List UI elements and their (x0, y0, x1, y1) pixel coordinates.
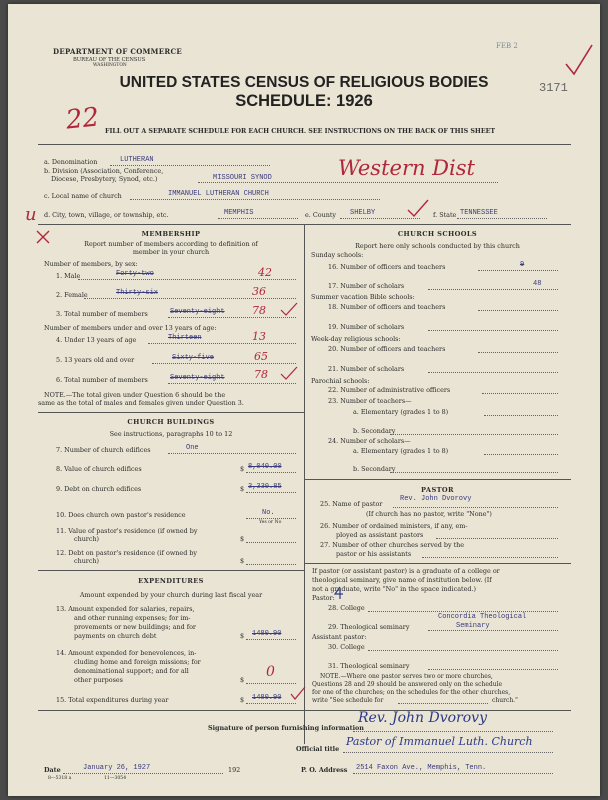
q27-label-1: 27. Number of other churches served by the (320, 541, 465, 549)
official-title-label: Official title (296, 745, 340, 753)
q1-label: 1. Male (56, 272, 81, 280)
denomination-line (110, 165, 270, 166)
signature-value: Rev. John Dvorovy (358, 710, 488, 726)
q5-label: 5. 13 years old and over (56, 356, 135, 364)
q2-value: 36 (252, 285, 266, 298)
q3-value: 78 (252, 304, 266, 317)
state-value: TENNESSEE (460, 209, 498, 217)
q9-label: 9. Debt on church edifices (56, 485, 142, 493)
q15-label: 15. Total expenditures during year (56, 696, 169, 704)
q3-check-icon (280, 302, 298, 316)
city-label-field: d. City, town, village, or township, etc. (44, 211, 169, 219)
q9-line (246, 492, 296, 493)
pastor-note-2: Questions 28 and 29 should be answered only on the schedule (312, 681, 503, 688)
q14-dollar: $ (240, 676, 245, 684)
city-line (218, 218, 298, 219)
division-label-1: b. Division (Association, Conference, (44, 167, 164, 175)
q28-line (368, 611, 558, 612)
form-title: UNITED STATES CENSUS OF RELIGIOUS BODIES (119, 74, 489, 91)
q18-label: 18. Number of officers and teachers (328, 303, 446, 311)
q24b-line (390, 472, 558, 473)
city-label: WASHINGTON (93, 63, 127, 68)
membership-note-2: same as the total of males and females given under Question 3. (38, 399, 244, 407)
q6-line (168, 383, 296, 384)
q19-line (428, 330, 558, 331)
q30-label: 30. College (328, 643, 365, 651)
division-line (198, 182, 498, 183)
assistant-subheader: Assistant pastor: (312, 633, 367, 641)
schools-intro: Report here only schools conducted by this church (355, 242, 520, 250)
date-line (63, 773, 223, 774)
q17-value: 48 (533, 280, 542, 288)
print-number: 11—3054 (104, 776, 127, 781)
q16-line (478, 270, 558, 271)
census-schedule-form (8, 4, 600, 796)
q7-line (168, 453, 296, 454)
q3-typed: Seventy-eight (170, 308, 225, 316)
q24a-label: a. Elementary (grades 1 to 8) (353, 447, 449, 455)
q13-dollar: $ (240, 632, 245, 640)
buildings-sub: See instructions, paragraphs 10 to 12 (109, 430, 233, 438)
pastor-note-5: church." (492, 697, 518, 704)
q11-label-2: church) (74, 535, 100, 543)
q13-line-2: and other running expenses; for im- (74, 614, 191, 622)
handwritten-22-mark: 22 (64, 102, 101, 136)
members-by-sex-label: Number of members, by sex: (44, 260, 138, 268)
q6-typed: Seventy-eight (170, 374, 225, 382)
q17-line (428, 289, 558, 290)
q1-value: 42 (258, 266, 272, 279)
q14-line (246, 683, 296, 684)
instruction-line: FILL OUT A SEPARATE SCHEDULE FOR EACH CHURCH. SEE INSTRUCTIONS ON THE BACK OF THIS SHEET (105, 128, 496, 135)
q26-label-1: 26. Number of ordained ministers, if any, em- (320, 522, 468, 530)
q14-line-4: other purposes (74, 676, 123, 684)
column-divider (304, 224, 305, 744)
q6-value: 78 (254, 368, 268, 381)
form-number: 8—5318 a (48, 776, 72, 781)
q4-line (148, 343, 296, 344)
q24-label: 24. Number of scholars— (328, 437, 411, 445)
q16-label: 16. Number of officers and teachers (328, 263, 446, 271)
q13-line-3: provements or new buildings; and for (74, 623, 196, 631)
q9-dollar: $ (240, 485, 245, 493)
q22-label: 22. Number of administrative officers (328, 386, 451, 394)
q24a-line (484, 454, 558, 455)
division-label-2: Diocese, Presbytery, Synod, etc.) (51, 175, 158, 183)
q3-line (168, 317, 296, 318)
membership-note-1: NOTE.—The total given under Question 6 should be the (44, 391, 226, 399)
pastor-note-line (398, 703, 488, 704)
county-value: SHELBY (350, 209, 376, 217)
schools-divider (304, 479, 571, 480)
county-line (340, 218, 420, 219)
state-line (457, 218, 547, 219)
q15-line (246, 703, 296, 704)
q5-value: 65 (254, 350, 268, 363)
expenditures-sub: Amount expended by your church during last fiscal year (79, 591, 263, 599)
weekday-schools-label: Week-day religious schools: (311, 335, 401, 343)
q8-value: 8,040.00 (248, 463, 282, 471)
q26-label-2: ployed as assistant pastors (336, 531, 424, 539)
q11-line (246, 542, 296, 543)
q3-label: 3. Total number of members (56, 310, 148, 318)
q13-line-1: 13. Amount expended for salaries, repairs, (56, 605, 195, 613)
summer-schools-label: Summer vacation Bible schools: (311, 293, 415, 301)
q12-label-1: 12. Debt on pastor's residence (if owned by (56, 549, 198, 557)
q24b-label: b. Secondary (353, 465, 396, 473)
q10-value: No. (262, 509, 275, 517)
q30-line (368, 650, 558, 651)
q8-label: 8. Value of church edifices (56, 465, 142, 473)
q23a-line (484, 415, 558, 416)
membership-intro-1: Report number of members according to definition of (84, 240, 258, 248)
footer-divider (38, 710, 571, 711)
q26-line (436, 538, 558, 539)
pastor-note-3: for one of the churches; on the schedules for the other churches, (312, 689, 511, 696)
q25-value: Rev. John Dvorovy (400, 495, 472, 503)
q4-value: 13 (252, 330, 266, 343)
q21-line (428, 372, 558, 373)
q31-line (428, 669, 558, 670)
q1-line (78, 279, 296, 280)
q12-line (246, 564, 296, 565)
q13-value: 1480.90 (252, 630, 282, 638)
q27-line (422, 557, 558, 558)
q13-line (246, 639, 296, 640)
membership-divider (38, 412, 304, 413)
membership-title: MEMBERSHIP (141, 230, 201, 238)
q4-label: 4. Under 13 years of age (56, 336, 137, 344)
pastor-note-1: NOTE.—Where one pastor serves two or more churches, (320, 673, 493, 680)
state-label: f. State (433, 211, 457, 219)
q5-line (152, 363, 296, 364)
q10-line (246, 518, 296, 519)
q2-line (84, 298, 296, 299)
official-title-value: Pastor of Immanuel Luth. Church (346, 735, 533, 748)
q29-value-2: Seminary (456, 622, 490, 630)
q7-label: 7. Number of church edifices (56, 446, 151, 454)
q25-line (393, 507, 558, 508)
q4-typed: Thirteen (168, 334, 202, 342)
q7-value: One (186, 444, 199, 452)
q19-label: 19. Number of scholars (328, 323, 405, 331)
q17-label: 17. Number of scholars (328, 282, 405, 290)
margin-mark-u: u (25, 204, 37, 225)
q21-label: 21. Number of scholars (328, 365, 405, 373)
address-line (353, 773, 553, 774)
q8-dollar: $ (240, 465, 245, 473)
graduate-note-3: not a graduate, write "No" in the space indicated.) (312, 585, 477, 593)
date-suffix: 192 (228, 766, 241, 774)
local-name-value: IMMANUEL LUTHERAN CHURCH (168, 190, 269, 198)
schedule-title: SCHEDULE: 1926 (235, 92, 373, 110)
q2-label: 2. Female (56, 291, 88, 299)
q29-value-1: Concordia Theological (438, 613, 527, 621)
age-header: Number of members under and over 13 years of age: (44, 324, 217, 332)
q12-dollar: $ (240, 557, 245, 565)
pastor-divider (304, 563, 571, 564)
q23a-label: a. Elementary (grades 1 to 8) (353, 408, 449, 416)
q27-label-2: pastor or his assistants (336, 550, 412, 558)
q15-dollar: $ (240, 696, 245, 704)
received-stamp: FEB 2 (496, 42, 518, 50)
q20-label: 20. Number of officers and teachers (328, 345, 446, 353)
q6-label: 6. Total number of members (56, 376, 148, 384)
expenditures-title: EXPENDITURES (138, 577, 204, 585)
q14-value: 0 (266, 664, 275, 680)
q28-label: 28. College (328, 604, 365, 612)
q14-line-1: 14. Amount expended for benevolences, in- (56, 649, 197, 657)
buildings-divider (38, 570, 304, 571)
q14-line-3: denominational support; and for all (74, 667, 189, 675)
q20-line (478, 352, 558, 353)
date-label: Date (44, 766, 61, 774)
q2-typed: Thirty-six (116, 289, 159, 297)
q10-label: 10. Does church own pastor's residence (56, 511, 186, 519)
q22-line (482, 393, 558, 394)
buildings-title: CHURCH BUILDINGS (127, 418, 215, 426)
q14-line-2: cluding home and foreign missions; for (74, 658, 201, 666)
county-check-icon (406, 198, 430, 218)
local-name-label: c. Local name of church (44, 192, 122, 200)
red-check-mark-icon (563, 42, 595, 78)
q15-check-icon (290, 686, 306, 700)
signature-label: Signature of person furnishing information (208, 724, 364, 732)
parochial-label: Parochial schools: (311, 377, 370, 385)
header-divider (38, 144, 571, 145)
division-handwritten: Western Dist (338, 156, 475, 180)
q11-label-1: 11. Value of pastor's residence (if owned by (56, 527, 198, 535)
graduate-note-2: theological seminary, give name of institution below. (If (312, 576, 492, 584)
q25-hint: (If church has no pastor, write "None") (366, 510, 492, 518)
denomination-value: LUTHERAN (120, 156, 154, 164)
q29-label: 29. Theological seminary (328, 623, 410, 631)
q9-value: 3,330.85 (248, 483, 282, 491)
pastor-subheader: Pastor: (312, 594, 335, 602)
serial-number: 3171 (539, 81, 568, 95)
city-value: MEMPHIS (224, 209, 254, 217)
department-label: DEPARTMENT OF COMMERCE (53, 47, 182, 56)
pastor-title: PASTOR (421, 486, 454, 494)
division-value: MISSOURI SYNOD (213, 174, 272, 182)
pastor-note-4: write "See schedule for (312, 697, 384, 704)
q23-label: 23. Number of teachers— (328, 397, 412, 405)
signature-line (353, 731, 553, 732)
q23b-label: b. Secondary (353, 427, 396, 435)
q8-line (246, 472, 296, 473)
graduate-note-1: If pastor (or assistant pastor) is a graduate of a college or (312, 567, 500, 575)
q12-label-2: church) (74, 557, 100, 565)
q29-line (428, 630, 558, 631)
q18-line (478, 310, 558, 311)
q10-hint: Yes or No (259, 520, 282, 525)
q16-value: 9 (520, 261, 525, 269)
q6-check-icon (280, 366, 298, 380)
address-value: 2514 Faxon Ave., Memphis, Tenn. (356, 764, 487, 772)
local-name-line (130, 199, 380, 200)
county-label: e. County (305, 211, 336, 219)
address-label: P. O. Address (301, 766, 348, 774)
denomination-label: a. Denomination (44, 158, 98, 166)
bureau-label: BUREAU OF THE CENSUS (73, 57, 146, 63)
schools-title: CHURCH SCHOOLS (397, 230, 478, 238)
official-title-line (343, 752, 553, 753)
sunday-schools-label: Sunday schools: (311, 251, 364, 259)
pastor-handwritten-mark-icon (332, 586, 346, 600)
q13-line-4: payments on church debt (74, 632, 157, 640)
membership-intro-2: member in your church (132, 248, 210, 256)
q31-label: 31. Theological seminary (328, 662, 410, 670)
q23b-line (390, 434, 558, 435)
q1-typed: Forty-two (116, 270, 154, 278)
q25-label: 25. Name of pastor (320, 500, 383, 508)
date-value: January 26, 1927 (83, 764, 151, 772)
q5-typed: Sixty-five (172, 354, 215, 362)
q11-dollar: $ (240, 535, 245, 543)
q15-value: 1480.90 (252, 694, 282, 702)
